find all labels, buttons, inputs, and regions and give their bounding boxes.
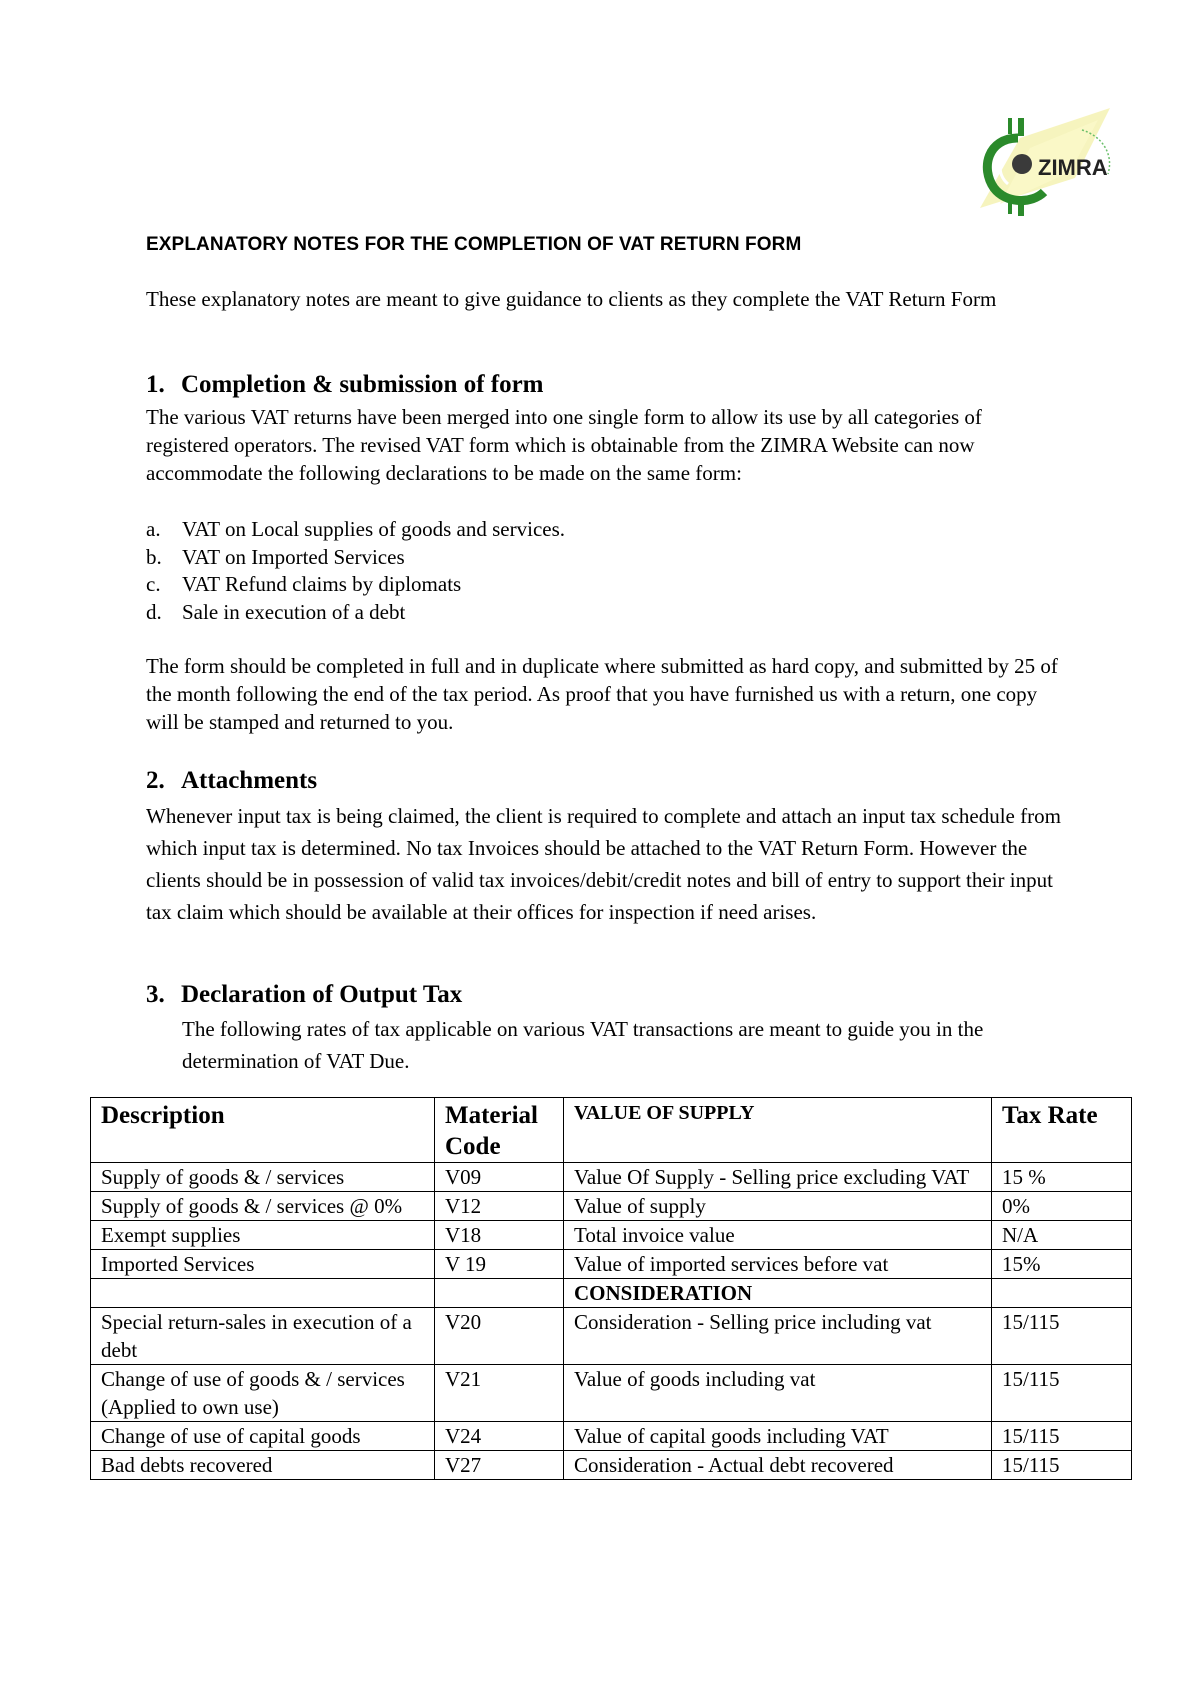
cell-rate: 15/115 [992, 1451, 1132, 1480]
cell-value: Consideration - Selling price including vat [564, 1308, 992, 1365]
list-marker: b. [146, 544, 162, 569]
section-2-paragraph: Whenever input tax is being claimed, the client is required to complete and attach an input tax schedule from which input tax is determined. No tax Invoices should be attached to the VAT Return Form. However the clients should be in possession of valid tax invoices/debit/credit notes and bill of entry to support their input tax claim which should be available at their offices for inspection if need arises. [146, 804, 1061, 924]
cell-rate: 15% [992, 1250, 1132, 1279]
header-value-of-supply: VALUE OF SUPPLY [564, 1098, 992, 1163]
list-item [146, 544, 565, 572]
section-3-title: Declaration of Output Tax [181, 981, 463, 1008]
header-tax-rate: Tax Rate [992, 1098, 1132, 1163]
list-text: VAT on Local supplies of goods and services. [182, 517, 566, 541]
cell-value: Value of imported services before vat [564, 1250, 992, 1279]
cell-description: Supply of goods & / services @ 0% [91, 1192, 435, 1221]
cell-code [435, 1279, 564, 1308]
cell-code: V18 [435, 1221, 564, 1250]
table-row [91, 1250, 1132, 1279]
cell-rate: 15 % [992, 1163, 1132, 1192]
cell-description: Special return-sales in execution of a debt [91, 1308, 435, 1365]
zimra-logo [960, 108, 1122, 224]
cell-description: Bad debts recovered [91, 1451, 435, 1480]
list-text: VAT Refund claims by diplomats [182, 572, 462, 596]
table-row [91, 1365, 1132, 1422]
cell-value: Total invoice value [564, 1221, 992, 1250]
cell-code: V20 [435, 1308, 564, 1365]
section-2-title: Attachments [181, 767, 318, 794]
cell-code: V27 [435, 1451, 564, 1480]
cell-value: Value Of Supply - Selling price excluding VAT [564, 1163, 992, 1192]
header-description: Description [91, 1098, 435, 1163]
tax-rates-table [90, 1097, 1132, 1480]
section-1-number: 1. [146, 371, 165, 398]
cell-rate: 0% [992, 1192, 1132, 1221]
page-title: EXPLANATORY NOTES FOR THE COMPLETION OF VAT RETURN FORM [146, 234, 802, 255]
section-1-paragraph [146, 403, 1066, 487]
cell-value: Value of supply [564, 1192, 992, 1221]
cell-value: Value of capital goods including VAT [564, 1422, 992, 1451]
cell-code: V24 [435, 1422, 564, 1451]
table-header-row [91, 1098, 1132, 1163]
zimra-logo-icon [960, 108, 1122, 224]
cell-rate [992, 1279, 1132, 1308]
cell-rate: 15/115 [992, 1365, 1132, 1422]
table-row [91, 1221, 1132, 1250]
table-row [91, 1422, 1132, 1451]
cell-value: Consideration - Actual debt recovered [564, 1451, 992, 1480]
cell-code: V12 [435, 1192, 564, 1221]
section-3-number: 3. [146, 981, 165, 1008]
section-2-number: 2. [146, 767, 165, 794]
section-2-heading [146, 766, 317, 796]
table-row [91, 1308, 1132, 1365]
section-1-title: Completion & submission of form [181, 371, 544, 398]
cell-value: Value of goods including vat [564, 1365, 992, 1422]
table-section-row [91, 1279, 1132, 1308]
cell-description: Imported Services [91, 1250, 435, 1279]
cell-rate: N/A [992, 1221, 1132, 1250]
cell-code: V09 [435, 1163, 564, 1192]
list-marker: a. [146, 517, 161, 541]
list-item [146, 571, 565, 599]
cell-rate: 15/115 [992, 1422, 1132, 1451]
table-row [91, 1451, 1132, 1480]
list-text: Sale in execution of a debt [182, 599, 406, 624]
cell-description: Change of use of goods & / services (Applied to own use) [91, 1365, 435, 1422]
list-marker: d. [146, 599, 162, 624]
cell-code: V 19 [435, 1250, 564, 1279]
table-row [91, 1163, 1132, 1192]
list-item [146, 516, 565, 544]
declarations-list [146, 516, 565, 626]
cell-description: Supply of goods & / services [91, 1163, 435, 1192]
intro-text: These explanatory notes are meant to give guidance to clients as they complete the VAT Return Form [146, 287, 997, 311]
cell-description [91, 1279, 435, 1308]
section-1-para2: The form should be completed in full and in duplicate where submitted as hard copy, and submitted by 25 of the month following the end of the tax period. As proof that you have furnished us with a return, one copy will be stamped and returned to you. [146, 654, 1058, 734]
section-3-paragraph: The following rates of tax applicable on various VAT transactions are meant to guide you in the determination of VAT Due. [182, 1017, 984, 1073]
cell-description: Exempt supplies [91, 1221, 435, 1250]
header-material-code: Material Code [435, 1098, 564, 1163]
table-row [91, 1192, 1132, 1221]
cell-consideration-label: CONSIDERATION [564, 1279, 992, 1308]
cell-description: Change of use of capital goods [91, 1422, 435, 1451]
list-item [146, 599, 565, 627]
list-text: VAT on Imported Services [182, 544, 405, 569]
list-marker: c. [146, 572, 161, 596]
section-1-para1: The various VAT returns have been merged into one single form to allow its use by all categories of registered operators. The revised VAT form which is obtainable from the ZIMRA Website can now accommodate the following declarations to be made on the same form: [146, 405, 982, 485]
logo-text: ZIMRA [1038, 155, 1108, 180]
section-3-heading [146, 980, 462, 1010]
section-1-heading [146, 370, 544, 400]
cell-rate: 15/115 [992, 1308, 1132, 1365]
cell-code: V21 [435, 1365, 564, 1422]
